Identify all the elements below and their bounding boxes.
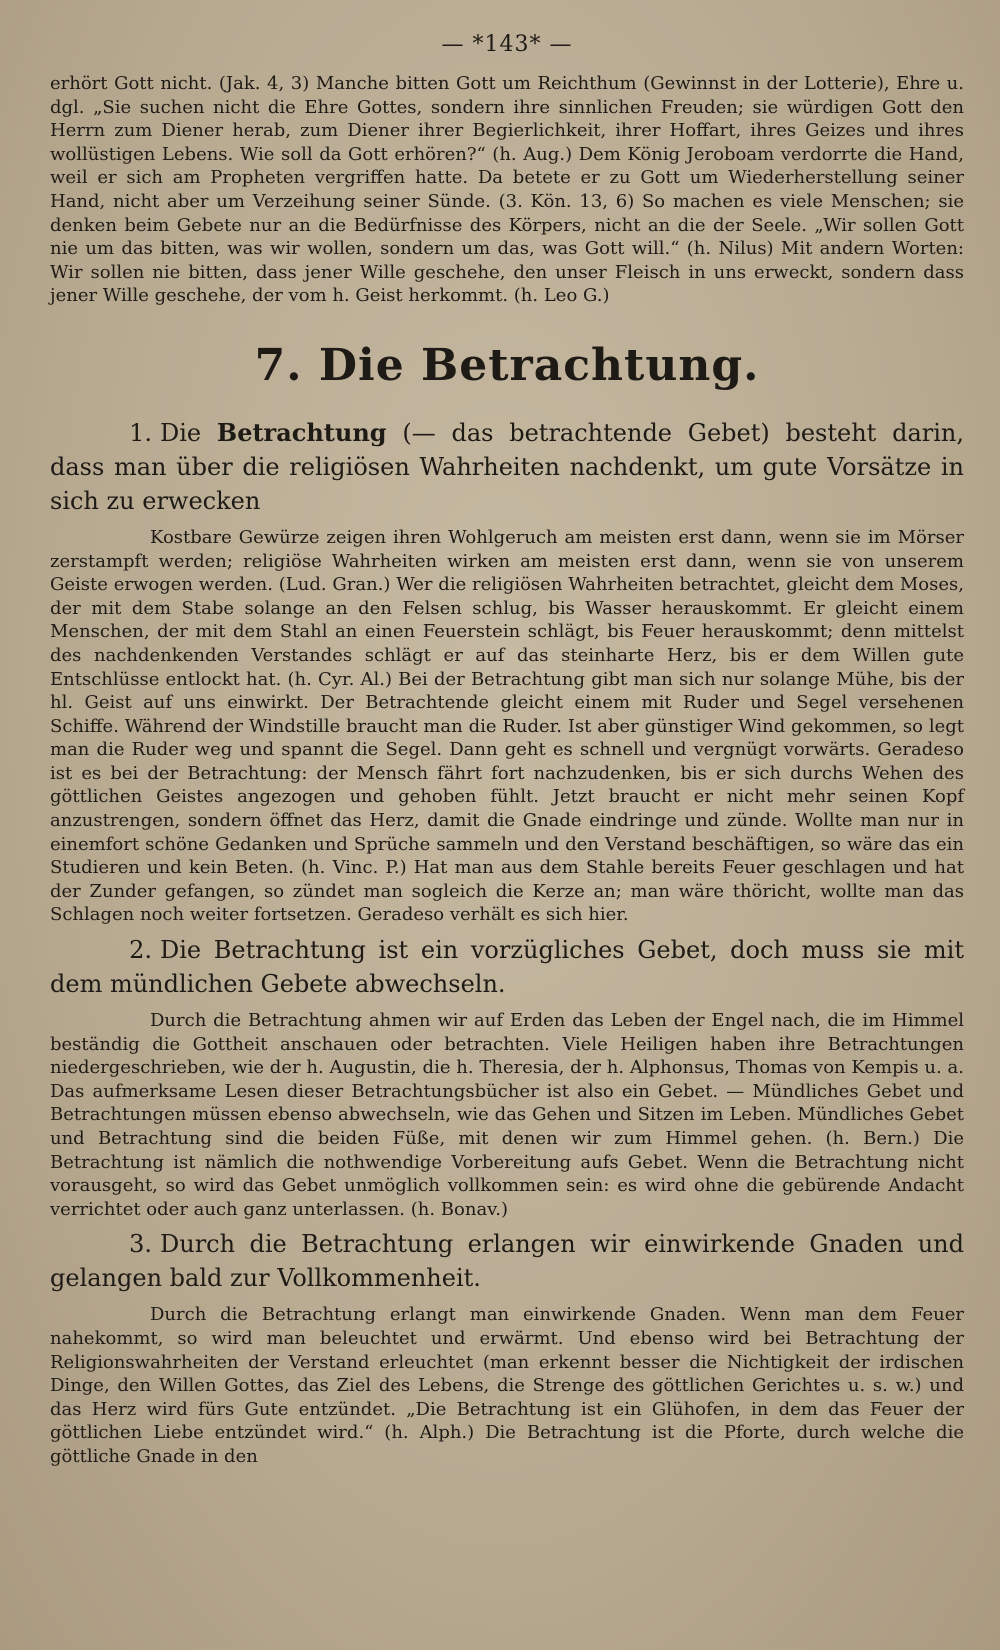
- section-1-number: 1.: [129, 418, 152, 447]
- section-3-body: [50, 1303, 964, 1468]
- section-2-body: [50, 1009, 964, 1221]
- section-1-heading: [50, 416, 964, 518]
- intro-paragraph: erhört Gott nicht. (Jak. 4, 3) Manche bitten Gott um Reichthum (Gewinnst in der Lotterie), Ehre u. dgl. „Sie suchen nicht die Ehre Gottes, sondern ihre sinnlichen Freuden; sie würdigen Gott den Herrn zum Diener herab, zum Diener ihrer Begierlichkeit, ihrer Hoffart, ihres Geizes und ihres wollüstigen Lebens. Wie soll da Gott erhören?“ (h. Aug.) Dem König Jeroboam verdorrte die Hand, weil er sich am Propheten vergriffen hatte. Da betete er zu Gott um Wiederherstellung seiner Hand, nicht aber um Verzeihung seiner Sünde. (3. Kön. 13, 6) So machen es viele Menschen; sie denken beim Gebete nur an die Bedürfnisse des Körpers, nicht an die der Seele. „Wir sollen Gott nie um das bitten, was wir wollen, sondern um das, was Gott will.“ (h. Nilus) Mit andern Worten: Wir sollen nie bitten, dass jener Wille geschehe, den unser Fleisch in uns erweckt, sondern dass jener Wille geschehe, der vom h. Geist herkommt. (h. Leo G.): [50, 73, 964, 307]
- section-1-heading-bold: Betrachtung: [216, 417, 387, 447]
- section-2-body-text: Durch die Betrachtung ahmen wir auf Erden das Leben der Engel nach, die im Himmel beständig die Gottheit anschauen oder betrachten. Viele Heiligen haben ihre Betrachtungen niedergeschrieben, wie der h. Augustin, die h. Theresia, der h. Alphonsus, Thomas von Kempis u. a. Das aufmerksame Lesen dieser Betrachtungsbücher ist also ein Gebet. — Mündliches Gebet und Betrachtungen müssen ebenso abwechseln, wie das Gehen und Sitzen im Leben. Mündliches Gebet und Betrachtung sind die beiden Füße, mit denen wir zum Himmel gehen. (h. Bern.) Die Betrachtung ist nämlich die nothwendige Vorbereitung aufs Gebet. Wenn die Betrachtung nicht vorausgeht, so wird das Gebet unmöglich vollkommen sein: es wird ohne die gebürende Andacht verrichtet oder auch ganz unterlassen. (h. Bonav.): [50, 1010, 964, 1220]
- section-1-heading-part-a: Die: [160, 418, 202, 447]
- section-1-body: [50, 526, 964, 927]
- section-1-body-text: Kostbare Gewürze zeigen ihren Wohlgeruch am meisten erst dann, wenn sie im Mörser zerstampft werden; religiöse Wahrheiten wirken am meisten erst dann, wenn sie von unserem Geiste erwogen werden. (Lud. Gran.) Wer die religiösen Wahrheiten betrachtet, gleicht dem Moses, der mit dem Stabe solange an den Felsen schlug, bis Wasser herauskommt. Er gleicht einem Menschen, der mit dem Stahl an einen Feuerstein schlägt, bis Feuer herauskommt; denn mittelst des nachdenkenden Verstandes schlägt er auf das steinharte Herz, bis er dem Willen gute Entschlüsse entlockt hat. (h. Cyr. Al.) Bei der Betrachtung gibt man sich nur solange Mühe, bis der hl. Geist auf uns einwirkt. Der Betrachtende gleicht einem mit Ruder und Segel versehenen Schiffe. Während der Windstille braucht man die Ruder. Ist aber günstiger Wind gekommen, so legt man die Ruder weg und spannt die Segel. Dann geht es schnell und vergnügt vorwärts. Geradeso ist es bei der Betrachtung: der Mensch fährt fort nachzudenken, bis er sich durchs Wehen des göttlichen Geistes angezogen und gehoben fühlt. Jetzt braucht er nicht mehr seinen Kopf anzustrengen, sondern öffnet das Herz, damit die Gnade eindringe und zünde. Wollte man nur in einemfort schöne Gedanken und Sprüche sammeln und den Verstand beschäftigen, so wäre das ein Studieren und kein Beten. (h. Vinc. P.) Hat man aus dem Stahle bereits Feuer geschlagen und hat der Zunder gefangen, so zündet man sogleich die Kerze an; man wäre thöricht, wollte man das Schlagen noch weiter fortsetzen. Geradeso verhält es sich hier.: [50, 526, 964, 926]
- section-3-heading: [50, 1227, 964, 1295]
- section-3-heading-text: Durch die Betrachtung erlangen wir einwirkende Gnaden und gelangen bald zur Vollkommenheit.: [50, 1230, 964, 1293]
- section-3-body-text: Durch die Betrachtung erlangt man einwirkende Gnaden. Wenn man dem Feuer nahekommt, so wird man beleuchtet und erwärmt. Und ebenso wird bei Betrachtung der Religionswahrheiten der Verstand erleuchtet (man erkennt besser die Nichtigkeit der irdischen Dinge, den Willen Gottes, das Ziel des Lebens, die Strenge des göttlichen Gerichtes u. s. w.) und das Herz wird fürs Gute entzündet. „Die Betrachtung ist ein Glühofen, in dem das Feuer der göttlichen Liebe entzündet wird.“ (h. Alph.) Die Betrachtung ist die Pforte, durch welche die göttliche Gnade in den: [50, 1304, 964, 1467]
- section-3-number: 3.: [129, 1230, 152, 1259]
- section-2-heading-text: Die Betrachtung ist ein vorzügliches Gebet, doch muss sie mit dem mündlichen Gebete abwechseln.: [50, 936, 964, 999]
- section-2-number: 2.: [129, 936, 152, 965]
- section-2-heading: [50, 933, 964, 1001]
- chapter-title: 7. Die Betrachtung.: [254, 339, 760, 391]
- page-number: — *143* —: [441, 32, 573, 57]
- section-1-heading-part-b: (— das betrachtende Gebet) besteht darin, dass man über die religiösen Wahrheiten nachdenkt, um gute Vorsätze in sich zu erwecken: [50, 418, 964, 515]
